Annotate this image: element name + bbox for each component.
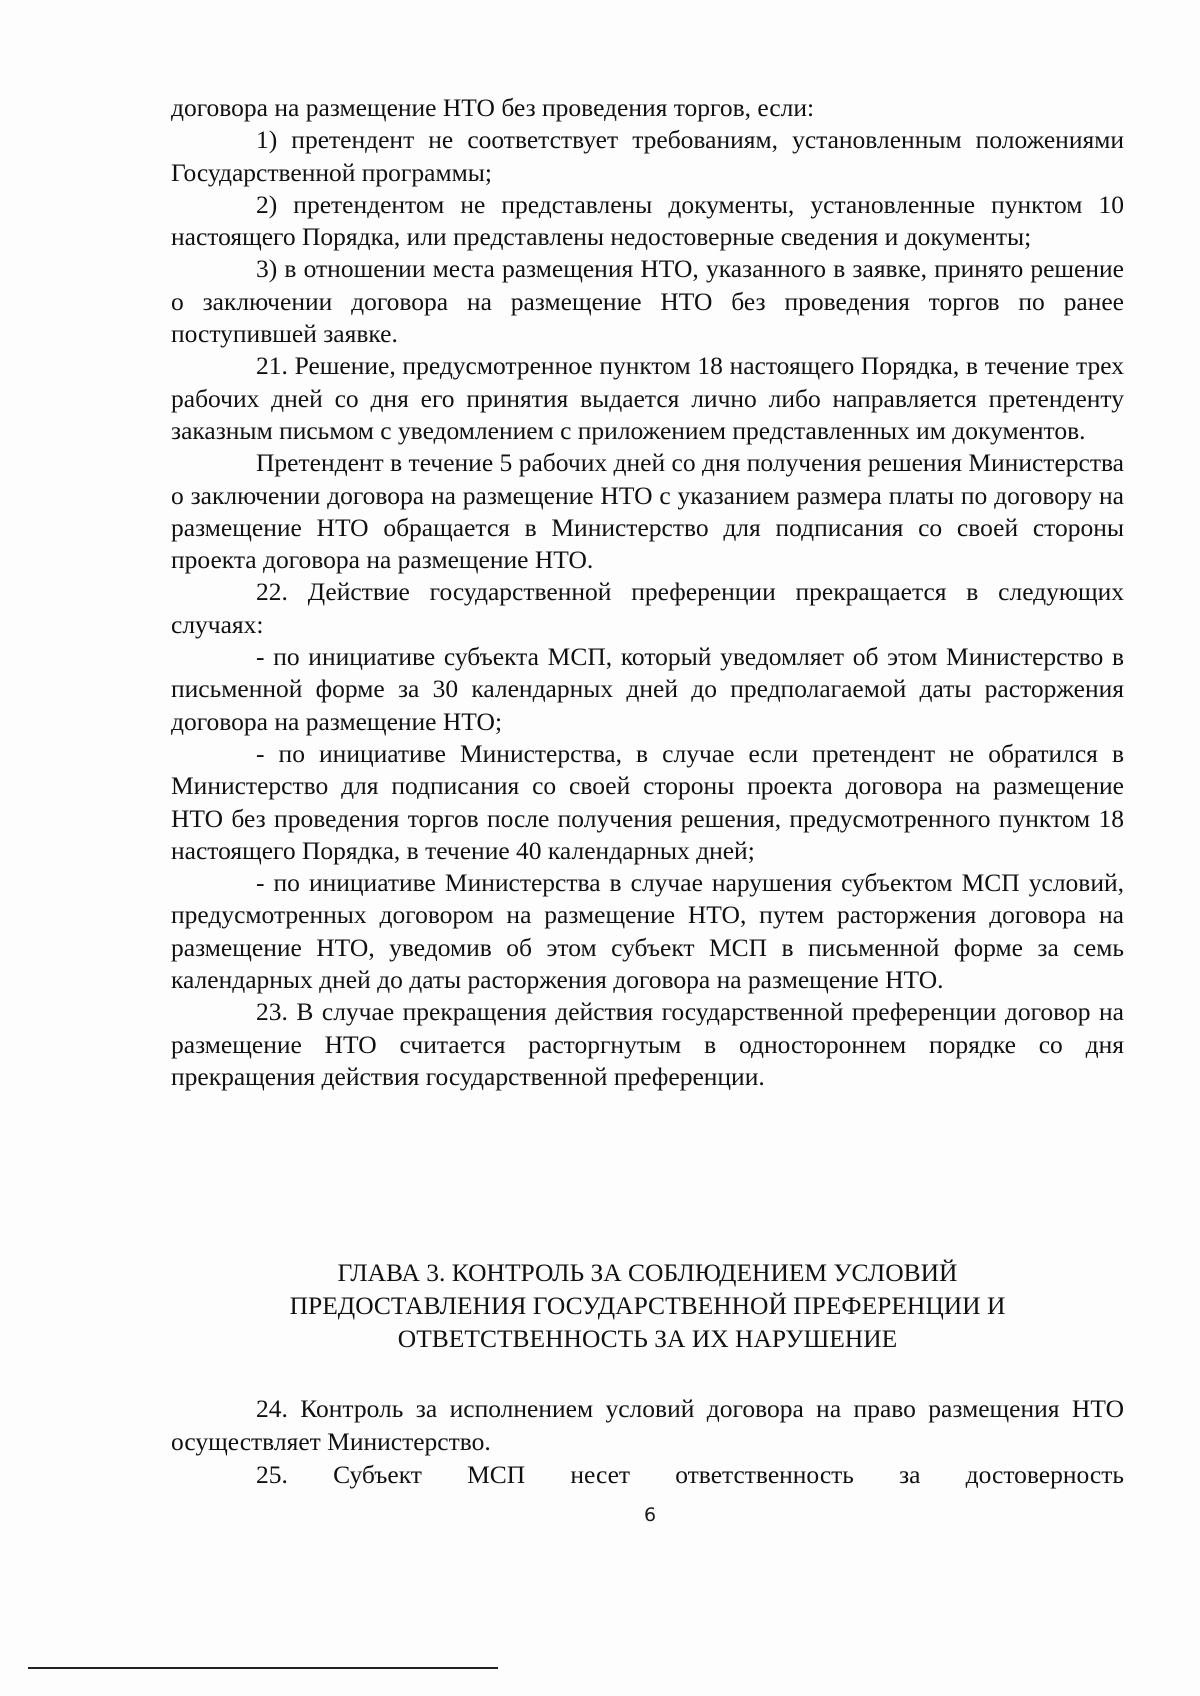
- chapter-heading-line: ГЛАВА 3. КОНТРОЛЬ ЗА СОБЛЮДЕНИЕМ УСЛОВИЙ: [337, 1258, 958, 1287]
- paragraph-23: 23. В случае прекращения действия государственной преференции договор на размещение НТО считается расторгнутым в одностороннем порядке со дня прекращения действия государственной преференции.: [171, 997, 1124, 1091]
- paragraph-continuation: договора на размещение НТО без проведения торгов, если:: [171, 93, 815, 122]
- paragraph-25: 25. Субъект МСП несет ответственность за достоверность: [256, 1460, 1124, 1489]
- paragraph-22: 22. Действие государственной преференции прекращается в следующих случаях:: [171, 577, 1124, 639]
- chapter-heading-line: ПРЕДОСТАВЛЕНИЯ ГОСУДАРСТВЕННОЙ ПРЕФЕРЕНЦИИ И: [289, 1291, 1006, 1320]
- list-item-1: 1) претендент не соответствует требованиям, установленным положениями Государственной программы;: [171, 125, 1124, 187]
- list-item-dash-3: - по инициативе Министерства в случае нарушения субъектом МСП условий, предусмотренных договором на размещение НТО, путем расторжения договора на размещение НТО, уведомив об этом субъект МСП в письменной форме за семь календарных дней до даты расторжения договора на размещение НТО.: [171, 868, 1124, 995]
- list-item-dash-2: - по инициативе Министерства, в случае если претендент не обратился в Министерство для подписания со своей стороны проекта договора на размещение НТО без проведения торгов после получения решения, предусмотренного пунктом 18 настоящего Порядка, в течение 40 календарных дней;: [171, 738, 1124, 865]
- document-tail: [171, 1392, 1124, 1491]
- paragraph-applicant: Претендент в течение 5 рабочих дней со дня получения решения Министерства о заключении договора на размещение НТО с указанием размера платы по договору на размещение НТО обращается в Министерство для подписания со своей стороны проекта договора на размещение НТО.: [171, 448, 1124, 575]
- paragraph-21: 21. Решение, предусмотренное пунктом 18 настоящего Порядка, в течение трех рабочих дней со дня его принятия выдается лично либо направляется претенденту заказным письмом с уведомлением с приложением представленных им документов.: [171, 351, 1124, 445]
- paragraph-24: 24. Контроль за исполнением условий договора на право размещения НТО осуществляет Министерство.: [171, 1394, 1124, 1456]
- page-number: 6: [643, 1504, 657, 1526]
- list-item-dash-1: - по инициативе субъекта МСП, который уведомляет об этом Министерство в письменной форме за 30 календарных дней до предполагаемой даты расторжения договора на размещение НТО;: [171, 642, 1124, 736]
- list-item-2: 2) претендентом не представлены документы, установленные пунктом 10 настоящего Порядка, или представлены недостоверные сведения и документы;: [171, 189, 1124, 252]
- chapter-heading: [171, 1256, 1124, 1355]
- chapter-heading-line: ОТВЕТСТВЕННОСТЬ ЗА ИХ НАРУШЕНИЕ: [397, 1324, 898, 1353]
- footer-rule: [28, 1667, 498, 1669]
- document-body: [171, 92, 1124, 1093]
- list-item-3: 3) в отношении места размещения НТО, указанного в заявке, принято решение о заключении договора на размещение НТО без проведения торгов по ранее поступившей заявке.: [171, 254, 1124, 349]
